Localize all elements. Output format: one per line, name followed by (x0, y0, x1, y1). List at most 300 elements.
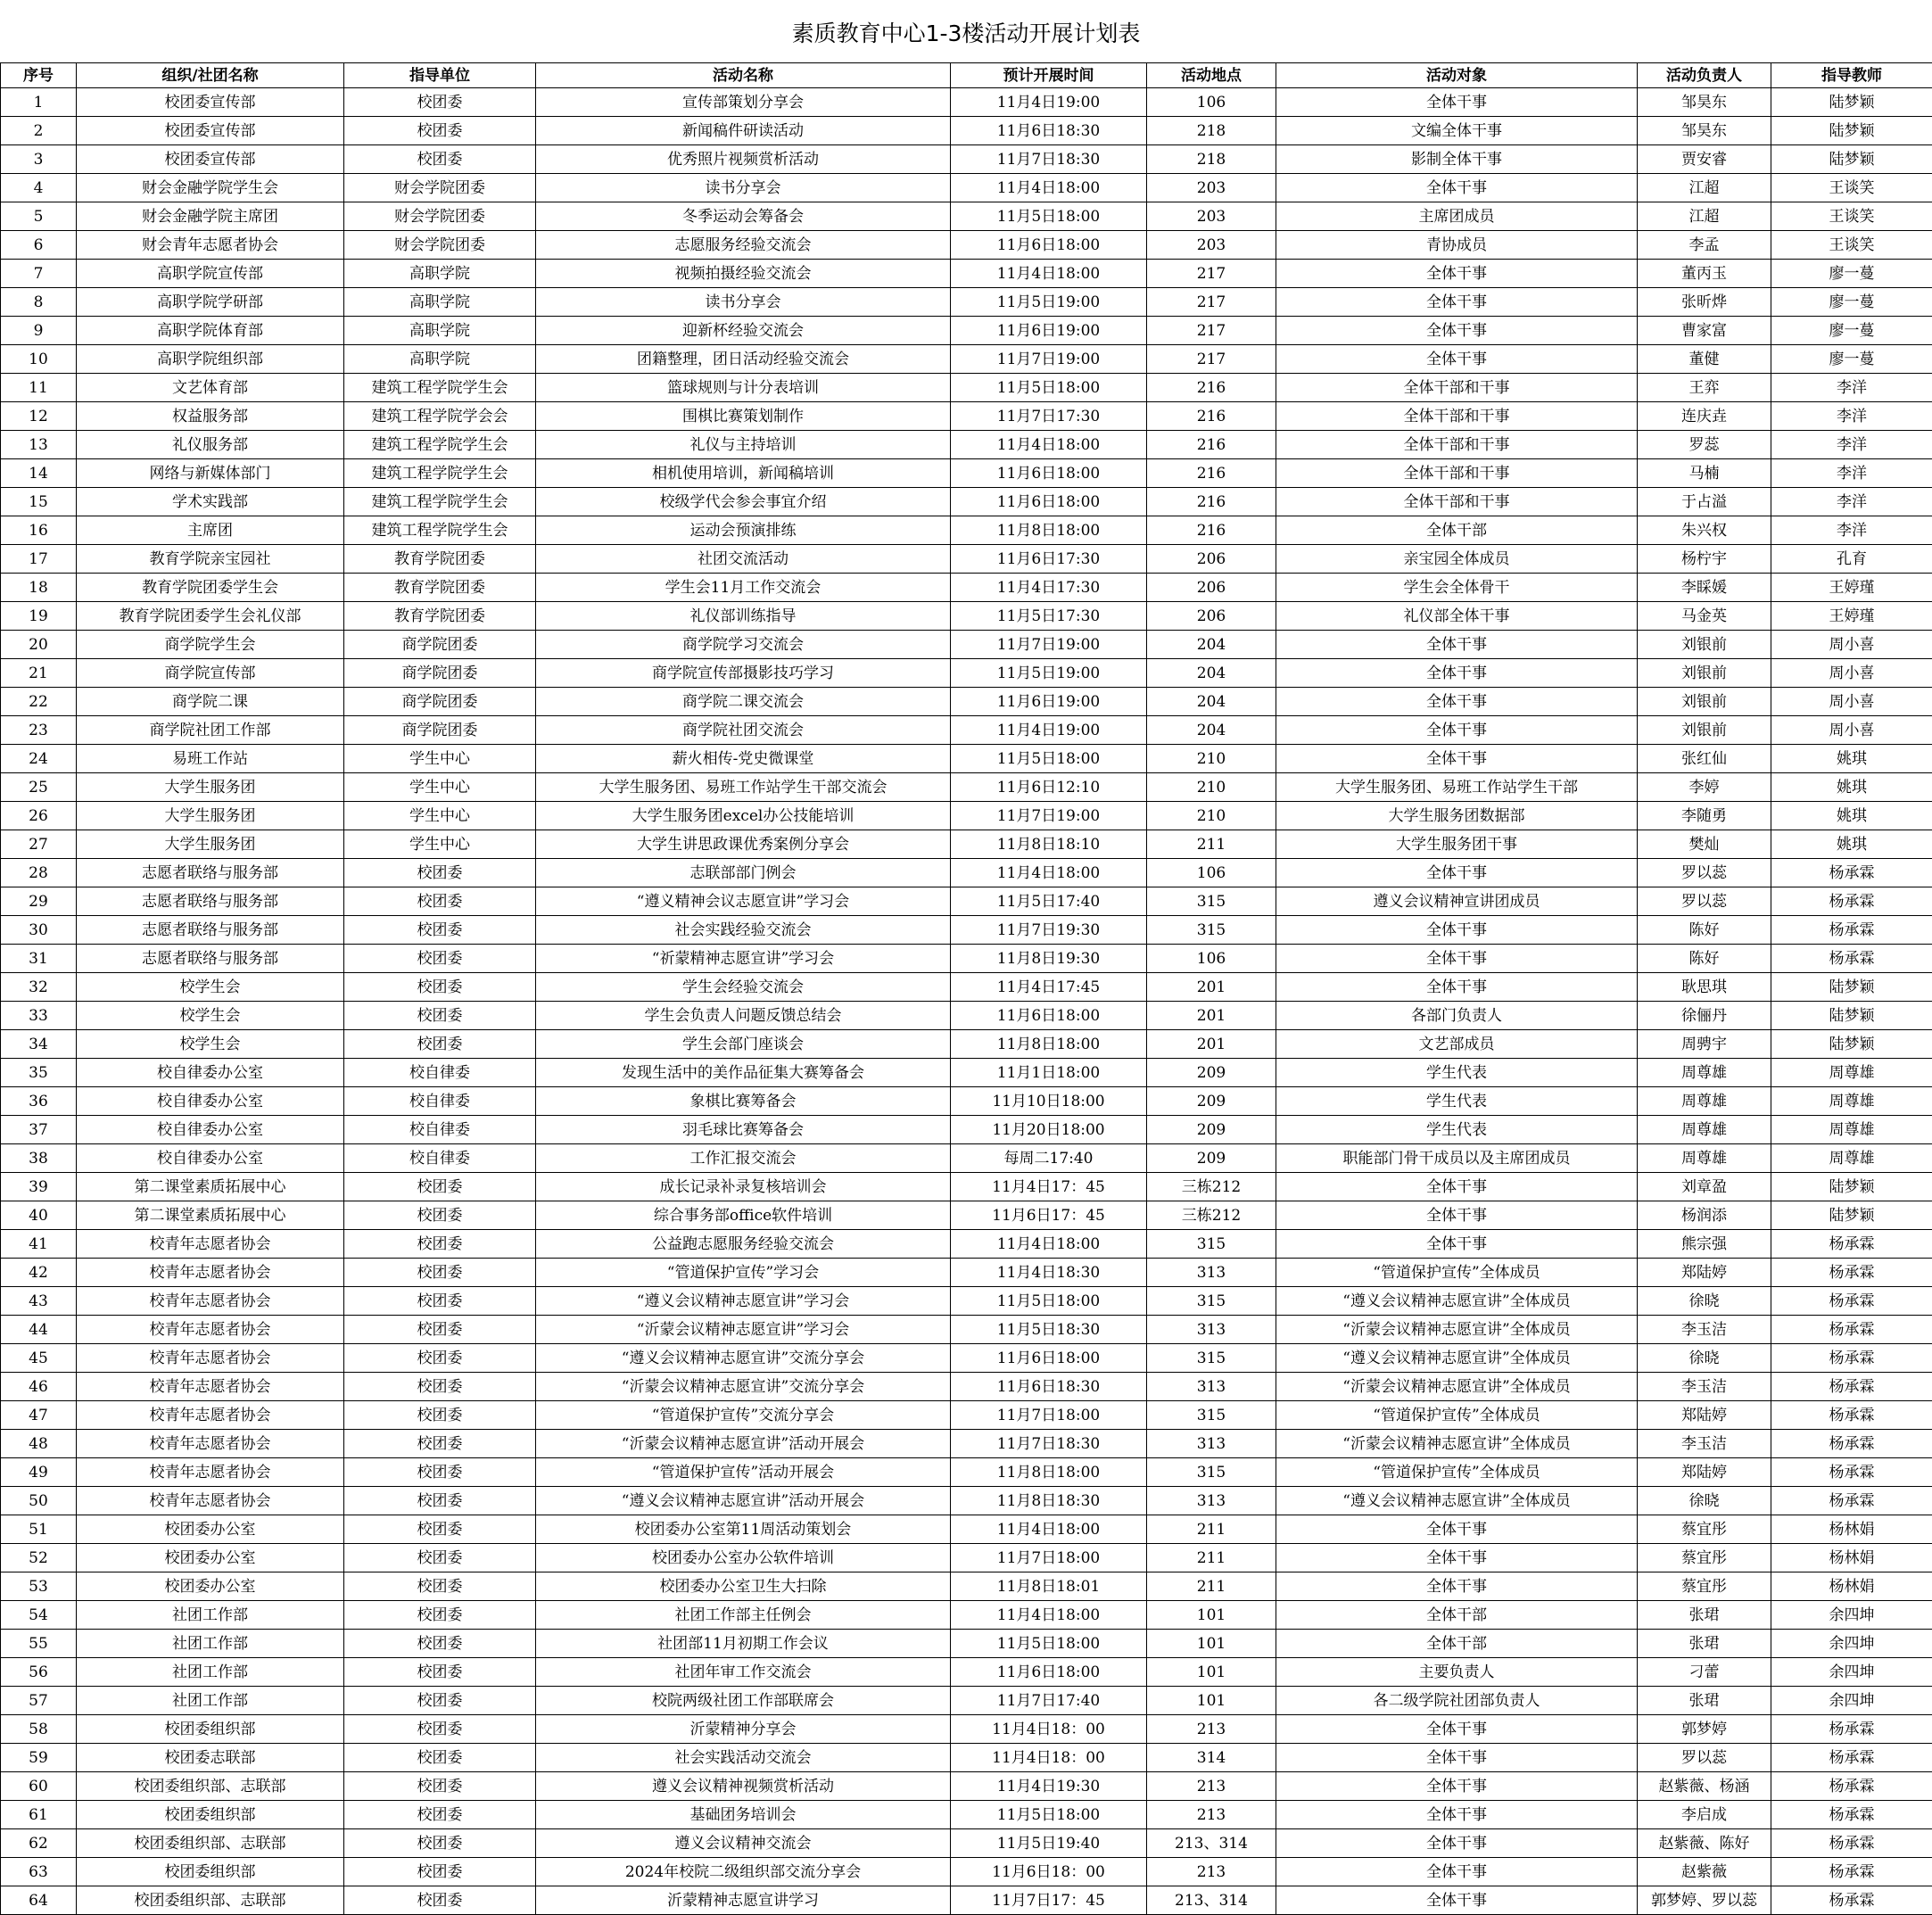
table-row (1, 1487, 1932, 1515)
row-index-cell: 12 (1, 402, 77, 431)
table-row (1, 1886, 1932, 1915)
activity-name-cell: 学生会11月工作交流会 (536, 574, 951, 602)
audience-cell: 全体干部 (1276, 1630, 1638, 1658)
org-name-cell: 校学生会 (77, 1002, 344, 1030)
person-in-charge-cell: 邹昊东 (1638, 88, 1771, 117)
planned-time-cell: 11月5日18:00 (951, 1801, 1147, 1829)
guiding-unit-cell: 校团委 (344, 1687, 536, 1715)
person-in-charge-cell: 徐晓 (1638, 1487, 1771, 1515)
advisor-cell: 陆梦颖 (1771, 1030, 1932, 1059)
row-index-cell: 39 (1, 1173, 77, 1201)
planned-time-cell: 11月4日17：45 (951, 1173, 1147, 1201)
audience-cell: 全体干部和干事 (1276, 431, 1638, 459)
location-cell: 216 (1147, 402, 1276, 431)
table-row (1, 88, 1932, 117)
activity-name-cell: 成长记录补录复核培训会 (536, 1173, 951, 1201)
planned-time-cell: 11月4日18:00 (951, 260, 1147, 288)
planned-time-cell: 11月8日19:30 (951, 945, 1147, 973)
row-index-cell: 62 (1, 1829, 77, 1858)
activity-name-cell: “沂蒙会议精神志愿宣讲”学习会 (536, 1316, 951, 1344)
guiding-unit-cell: 高职学院 (344, 288, 536, 317)
guiding-unit-cell: 校团委 (344, 1173, 536, 1201)
table-row (1, 1316, 1932, 1344)
planned-time-cell: 11月4日17:30 (951, 574, 1147, 602)
planned-time-cell: 11月6日18:00 (951, 488, 1147, 516)
location-cell: 213 (1147, 1858, 1276, 1886)
org-name-cell: 校青年志愿者协会 (77, 1316, 344, 1344)
row-index-cell: 59 (1, 1744, 77, 1772)
row-index-cell: 2 (1, 117, 77, 145)
audience-cell: 文艺部成员 (1276, 1030, 1638, 1059)
row-index-cell: 11 (1, 374, 77, 402)
table-row (1, 1829, 1932, 1858)
person-in-charge-cell: 熊宗强 (1638, 1230, 1771, 1259)
person-in-charge-cell: 朱兴权 (1638, 516, 1771, 545)
advisor-cell: 王谈笑 (1771, 202, 1932, 231)
org-name-cell: 大学生服务团 (77, 802, 344, 830)
activity-name-cell: “沂蒙会议精神志愿宣讲”交流分享会 (536, 1373, 951, 1401)
guiding-unit-cell: 商学院团委 (344, 659, 536, 688)
advisor-cell: 杨承霖 (1771, 1858, 1932, 1886)
audience-cell: “沂蒙会议精神志愿宣讲”全体成员 (1276, 1373, 1638, 1401)
org-name-cell: 志愿者联络与服务部 (77, 945, 344, 973)
advisor-cell: 杨林娟 (1771, 1515, 1932, 1544)
table-row (1, 574, 1932, 602)
planned-time-cell: 11月4日18:00 (951, 431, 1147, 459)
guiding-unit-cell: 校团委 (344, 1002, 536, 1030)
audience-cell: “遵义会议精神志愿宣讲”全体成员 (1276, 1344, 1638, 1373)
planned-time-cell: 11月6日18:30 (951, 1373, 1147, 1401)
person-in-charge-cell: 王弈 (1638, 374, 1771, 402)
activity-name-cell: 新闻稿件研读活动 (536, 117, 951, 145)
org-name-cell: 易班工作站 (77, 745, 344, 773)
header-cell: 活动地点 (1147, 63, 1276, 88)
page-title: 素质教育中心1-3楼活动开展计划表 (0, 0, 1932, 63)
advisor-cell: 余四坤 (1771, 1687, 1932, 1715)
location-cell: 203 (1147, 202, 1276, 231)
advisor-cell: 李洋 (1771, 374, 1932, 402)
activity-name-cell: 公益跑志愿服务经验交流会 (536, 1230, 951, 1259)
guiding-unit-cell: 建筑工程学院学会会 (344, 402, 536, 431)
planned-time-cell: 11月1日18:00 (951, 1059, 1147, 1087)
table-row (1, 945, 1932, 973)
person-in-charge-cell: 周尊雄 (1638, 1059, 1771, 1087)
audience-cell: 全体干事 (1276, 260, 1638, 288)
planned-time-cell: 11月7日17：45 (951, 1886, 1147, 1915)
activity-name-cell: 社会实践经验交流会 (536, 916, 951, 945)
org-name-cell: 商学院二课 (77, 688, 344, 716)
table-body (1, 88, 1932, 1915)
activity-name-cell: 遵义会议精神交流会 (536, 1829, 951, 1858)
planned-time-cell: 11月7日19:00 (951, 631, 1147, 659)
row-index-cell: 64 (1, 1886, 77, 1915)
row-index-cell: 45 (1, 1344, 77, 1373)
location-cell: 210 (1147, 773, 1276, 802)
row-index-cell: 6 (1, 231, 77, 260)
table-row (1, 1259, 1932, 1287)
org-name-cell: 教育学院团委学生会礼仪部 (77, 602, 344, 631)
advisor-cell: 余四坤 (1771, 1630, 1932, 1658)
advisor-cell: 杨承霖 (1771, 1487, 1932, 1515)
guiding-unit-cell: 高职学院 (344, 317, 536, 345)
row-index-cell: 63 (1, 1858, 77, 1886)
location-cell: 210 (1147, 745, 1276, 773)
advisor-cell: 陆梦颖 (1771, 1002, 1932, 1030)
guiding-unit-cell: 校自律委 (344, 1144, 536, 1173)
activity-name-cell: 综合事务部office软件培训 (536, 1201, 951, 1230)
guiding-unit-cell: 校团委 (344, 1259, 536, 1287)
audience-cell: 全体干部和干事 (1276, 374, 1638, 402)
activity-name-cell: 商学院学习交流会 (536, 631, 951, 659)
location-cell: 211 (1147, 1544, 1276, 1572)
planned-time-cell: 11月4日18:00 (951, 1515, 1147, 1544)
org-name-cell: 校青年志愿者协会 (77, 1373, 344, 1401)
org-name-cell: 大学生服务团 (77, 773, 344, 802)
audience-cell: 全体干事 (1276, 1715, 1638, 1744)
planned-time-cell: 11月8日18:00 (951, 1458, 1147, 1487)
guiding-unit-cell: 校团委 (344, 1772, 536, 1801)
planned-time-cell: 11月5日19:40 (951, 1829, 1147, 1858)
audience-cell: “沂蒙会议精神志愿宣讲”全体成员 (1276, 1316, 1638, 1344)
audience-cell: 全体干部和干事 (1276, 402, 1638, 431)
audience-cell: 学生代表 (1276, 1059, 1638, 1087)
location-cell: 206 (1147, 602, 1276, 631)
planned-time-cell: 11月4日18：00 (951, 1715, 1147, 1744)
row-index-cell: 54 (1, 1601, 77, 1630)
activity-plan-table (0, 62, 1932, 1915)
planned-time-cell: 11月6日19:00 (951, 688, 1147, 716)
advisor-cell: 杨承霖 (1771, 1401, 1932, 1430)
person-in-charge-cell: 郭梦婷 (1638, 1715, 1771, 1744)
table-row (1, 1658, 1932, 1687)
activity-name-cell: 冬季运动会筹备会 (536, 202, 951, 231)
table-row (1, 459, 1932, 488)
advisor-cell: 姚琪 (1771, 773, 1932, 802)
person-in-charge-cell: 周尊雄 (1638, 1116, 1771, 1144)
location-cell: 315 (1147, 1344, 1276, 1373)
activity-name-cell: 基础团务培训会 (536, 1801, 951, 1829)
activity-name-cell: “遵义会议精神志愿宣讲”交流分享会 (536, 1344, 951, 1373)
activity-name-cell: “沂蒙会议精神志愿宣讲”活动开展会 (536, 1430, 951, 1458)
person-in-charge-cell: 张珺 (1638, 1601, 1771, 1630)
planned-time-cell: 11月4日19:00 (951, 716, 1147, 745)
activity-name-cell: 团籍整理，团日活动经验交流会 (536, 345, 951, 374)
guiding-unit-cell: 校团委 (344, 1430, 536, 1458)
location-cell: 314 (1147, 1744, 1276, 1772)
planned-time-cell: 11月5日19:00 (951, 288, 1147, 317)
org-name-cell: 校团委组织部 (77, 1715, 344, 1744)
table-row (1, 1601, 1932, 1630)
activity-name-cell: “遵义精神会议志愿宣讲”学习会 (536, 887, 951, 916)
row-index-cell: 13 (1, 431, 77, 459)
advisor-cell: 杨承霖 (1771, 1430, 1932, 1458)
guiding-unit-cell: 建筑工程学院学生会 (344, 374, 536, 402)
table-row (1, 1116, 1932, 1144)
guiding-unit-cell: 校团委 (344, 1030, 536, 1059)
guiding-unit-cell: 商学院团委 (344, 716, 536, 745)
audience-cell: 大学生服务团数据部 (1276, 802, 1638, 830)
guiding-unit-cell: 校团委 (344, 1630, 536, 1658)
activity-name-cell: 羽毛球比赛筹备会 (536, 1116, 951, 1144)
audience-cell: 全体干事 (1276, 1544, 1638, 1572)
activity-name-cell: 校团委办公室第11周活动策划会 (536, 1515, 951, 1544)
person-in-charge-cell: 张昕烨 (1638, 288, 1771, 317)
row-index-cell: 7 (1, 260, 77, 288)
planned-time-cell: 11月4日18:00 (951, 1601, 1147, 1630)
planned-time-cell: 11月8日18:10 (951, 830, 1147, 859)
audience-cell: 全体干事 (1276, 631, 1638, 659)
planned-time-cell: 11月4日18：00 (951, 1744, 1147, 1772)
table-row (1, 174, 1932, 202)
header-cell: 序号 (1, 63, 77, 88)
advisor-cell: 周尊雄 (1771, 1144, 1932, 1173)
location-cell: 204 (1147, 631, 1276, 659)
planned-time-cell: 11月4日17:45 (951, 973, 1147, 1002)
guiding-unit-cell: 校自律委 (344, 1116, 536, 1144)
audience-cell: 各二级学院社团部负责人 (1276, 1687, 1638, 1715)
org-name-cell: 第二课堂素质拓展中心 (77, 1173, 344, 1201)
table-row (1, 545, 1932, 574)
org-name-cell: 校学生会 (77, 1030, 344, 1059)
location-cell: 213 (1147, 1715, 1276, 1744)
activity-name-cell: 学生会经验交流会 (536, 973, 951, 1002)
location-cell: 204 (1147, 716, 1276, 745)
table-row (1, 1544, 1932, 1572)
row-index-cell: 49 (1, 1458, 77, 1487)
person-in-charge-cell: 周尊雄 (1638, 1144, 1771, 1173)
table-row (1, 773, 1932, 802)
location-cell: 217 (1147, 288, 1276, 317)
org-name-cell: 校自律委办公室 (77, 1059, 344, 1087)
org-name-cell: 校团委办公室 (77, 1572, 344, 1601)
table-row (1, 431, 1932, 459)
advisor-cell: 孔育 (1771, 545, 1932, 574)
location-cell: 313 (1147, 1373, 1276, 1401)
planned-time-cell: 11月7日17:30 (951, 402, 1147, 431)
advisor-cell: 杨承霖 (1771, 859, 1932, 887)
row-index-cell: 36 (1, 1087, 77, 1116)
row-index-cell: 30 (1, 916, 77, 945)
planned-time-cell: 11月4日18:30 (951, 1259, 1147, 1287)
org-name-cell: 商学院学生会 (77, 631, 344, 659)
header-cell: 活动负责人 (1638, 63, 1771, 88)
person-in-charge-cell: 蔡宜彤 (1638, 1544, 1771, 1572)
table-row (1, 602, 1932, 631)
planned-time-cell: 11月5日18:00 (951, 374, 1147, 402)
activity-name-cell: 薪火相传-党史微课堂 (536, 745, 951, 773)
row-index-cell: 40 (1, 1201, 77, 1230)
audience-cell: 全体干部 (1276, 1601, 1638, 1630)
org-name-cell: 社团工作部 (77, 1601, 344, 1630)
org-name-cell: 财会金融学院主席团 (77, 202, 344, 231)
person-in-charge-cell: 耿思琪 (1638, 973, 1771, 1002)
org-name-cell: 校团委办公室 (77, 1515, 344, 1544)
person-in-charge-cell: 刁蕾 (1638, 1658, 1771, 1687)
org-name-cell: 志愿者联络与服务部 (77, 887, 344, 916)
activity-name-cell: 礼仪部训练指导 (536, 602, 951, 631)
person-in-charge-cell: 张红仙 (1638, 745, 1771, 773)
planned-time-cell: 11月6日18:00 (951, 231, 1147, 260)
planned-time-cell: 11月5日18:00 (951, 745, 1147, 773)
row-index-cell: 8 (1, 288, 77, 317)
advisor-cell: 王谈笑 (1771, 174, 1932, 202)
org-name-cell: 校青年志愿者协会 (77, 1344, 344, 1373)
org-name-cell: 校青年志愿者协会 (77, 1259, 344, 1287)
location-cell: 106 (1147, 88, 1276, 117)
advisor-cell: 廖一蔓 (1771, 260, 1932, 288)
audience-cell: 全体干事 (1276, 973, 1638, 1002)
row-index-cell: 44 (1, 1316, 77, 1344)
advisor-cell: 杨林娟 (1771, 1572, 1932, 1601)
location-cell: 315 (1147, 1401, 1276, 1430)
row-index-cell: 20 (1, 631, 77, 659)
guiding-unit-cell: 校团委 (344, 1829, 536, 1858)
advisor-cell: 杨承霖 (1771, 1344, 1932, 1373)
guiding-unit-cell: 高职学院 (344, 345, 536, 374)
advisor-cell: 李洋 (1771, 516, 1932, 545)
table-row (1, 1630, 1932, 1658)
person-in-charge-cell: 周尊雄 (1638, 1087, 1771, 1116)
person-in-charge-cell: 刘银前 (1638, 631, 1771, 659)
guiding-unit-cell: 校团委 (344, 1230, 536, 1259)
person-in-charge-cell: 李婷 (1638, 773, 1771, 802)
advisor-cell: 杨承霖 (1771, 887, 1932, 916)
location-cell: 211 (1147, 1572, 1276, 1601)
location-cell: 313 (1147, 1487, 1276, 1515)
audience-cell: 全体干事 (1276, 945, 1638, 973)
person-in-charge-cell: 郭梦婷、罗以蕊 (1638, 1886, 1771, 1915)
planned-time-cell: 11月4日18:00 (951, 859, 1147, 887)
person-in-charge-cell: 樊灿 (1638, 830, 1771, 859)
org-name-cell: 高职学院宣传部 (77, 260, 344, 288)
org-name-cell: 第二课堂素质拓展中心 (77, 1201, 344, 1230)
audience-cell: 全体干事 (1276, 1858, 1638, 1886)
advisor-cell: 杨承霖 (1771, 1316, 1932, 1344)
planned-time-cell: 11月8日18:00 (951, 1030, 1147, 1059)
row-index-cell: 51 (1, 1515, 77, 1544)
planned-time-cell: 11月8日18:01 (951, 1572, 1147, 1601)
guiding-unit-cell: 校团委 (344, 1744, 536, 1772)
activity-name-cell: 宣传部策划分享会 (536, 88, 951, 117)
row-index-cell: 21 (1, 659, 77, 688)
person-in-charge-cell: 李睬媛 (1638, 574, 1771, 602)
table-row (1, 1858, 1932, 1886)
planned-time-cell: 11月5日18:00 (951, 1630, 1147, 1658)
activity-name-cell: 大学生讲思政课优秀案例分享会 (536, 830, 951, 859)
location-cell: 206 (1147, 574, 1276, 602)
row-index-cell: 9 (1, 317, 77, 345)
audience-cell: 全体干事 (1276, 1173, 1638, 1201)
guiding-unit-cell: 教育学院团委 (344, 602, 536, 631)
guiding-unit-cell: 校自律委 (344, 1087, 536, 1116)
person-in-charge-cell: 刘银前 (1638, 716, 1771, 745)
planned-time-cell: 每周二17:40 (951, 1144, 1147, 1173)
location-cell: 211 (1147, 830, 1276, 859)
audience-cell: 各部门负责人 (1276, 1002, 1638, 1030)
table-row (1, 802, 1932, 830)
guiding-unit-cell: 财会学院团委 (344, 174, 536, 202)
advisor-cell: 陆梦颖 (1771, 117, 1932, 145)
planned-time-cell: 11月7日17:40 (951, 1687, 1147, 1715)
planned-time-cell: 11月4日19:00 (951, 88, 1147, 117)
advisor-cell: 李洋 (1771, 488, 1932, 516)
activity-name-cell: 学生会部门座谈会 (536, 1030, 951, 1059)
audience-cell: 全体干事 (1276, 916, 1638, 945)
person-in-charge-cell: 江超 (1638, 174, 1771, 202)
advisor-cell: 姚琪 (1771, 830, 1932, 859)
advisor-cell: 杨承霖 (1771, 1373, 1932, 1401)
table-row (1, 1144, 1932, 1173)
org-name-cell: 校团委组织部 (77, 1801, 344, 1829)
person-in-charge-cell: 杨润添 (1638, 1201, 1771, 1230)
org-name-cell: 校学生会 (77, 973, 344, 1002)
table-row (1, 1173, 1932, 1201)
activity-name-cell: 优秀照片视频赏析活动 (536, 145, 951, 174)
guiding-unit-cell: 校团委 (344, 859, 536, 887)
location-cell: 209 (1147, 1087, 1276, 1116)
row-index-cell: 52 (1, 1544, 77, 1572)
planned-time-cell: 11月7日19:30 (951, 916, 1147, 945)
org-name-cell: 主席团 (77, 516, 344, 545)
location-cell: 218 (1147, 145, 1276, 174)
org-name-cell: 网络与新媒体部门 (77, 459, 344, 488)
org-name-cell: 教育学院团委学生会 (77, 574, 344, 602)
audience-cell: 全体干事 (1276, 659, 1638, 688)
guiding-unit-cell: 建筑工程学院学生会 (344, 431, 536, 459)
activity-name-cell: “管道保护宣传”学习会 (536, 1259, 951, 1287)
guiding-unit-cell: 商学院团委 (344, 688, 536, 716)
table-row (1, 973, 1932, 1002)
table-row (1, 1515, 1932, 1544)
location-cell: 217 (1147, 260, 1276, 288)
activity-name-cell: “遵义会议精神志愿宣讲”活动开展会 (536, 1487, 951, 1515)
org-name-cell: 社团工作部 (77, 1687, 344, 1715)
audience-cell: 职能部门骨干成员以及主席团成员 (1276, 1144, 1638, 1173)
guiding-unit-cell: 校团委 (344, 1715, 536, 1744)
org-name-cell: 文艺体育部 (77, 374, 344, 402)
advisor-cell: 杨承霖 (1771, 1772, 1932, 1801)
audience-cell: 全体干部和干事 (1276, 459, 1638, 488)
audience-cell: 全体干事 (1276, 688, 1638, 716)
audience-cell: 学生会全体骨干 (1276, 574, 1638, 602)
person-in-charge-cell: 杨柠宇 (1638, 545, 1771, 574)
location-cell: 315 (1147, 916, 1276, 945)
table-row (1, 688, 1932, 716)
guiding-unit-cell: 校团委 (344, 887, 536, 916)
audience-cell: 影制全体干事 (1276, 145, 1638, 174)
location-cell: 206 (1147, 545, 1276, 574)
location-cell: 三栋212 (1147, 1173, 1276, 1201)
row-index-cell: 34 (1, 1030, 77, 1059)
audience-cell: 全体干事 (1276, 345, 1638, 374)
location-cell: 213、314 (1147, 1829, 1276, 1858)
planned-time-cell: 11月8日18:30 (951, 1487, 1147, 1515)
guiding-unit-cell: 教育学院团委 (344, 545, 536, 574)
planned-time-cell: 11月10日18:00 (951, 1087, 1147, 1116)
guiding-unit-cell: 校团委 (344, 1658, 536, 1687)
table-row (1, 1772, 1932, 1801)
location-cell: 216 (1147, 431, 1276, 459)
person-in-charge-cell: 李玉洁 (1638, 1430, 1771, 1458)
planned-time-cell: 11月5日17:30 (951, 602, 1147, 631)
planned-time-cell: 11月4日19:30 (951, 1772, 1147, 1801)
table-row (1, 1030, 1932, 1059)
location-cell: 210 (1147, 802, 1276, 830)
table-row (1, 1201, 1932, 1230)
guiding-unit-cell: 校团委 (344, 973, 536, 1002)
location-cell: 204 (1147, 659, 1276, 688)
org-name-cell: 礼仪服务部 (77, 431, 344, 459)
